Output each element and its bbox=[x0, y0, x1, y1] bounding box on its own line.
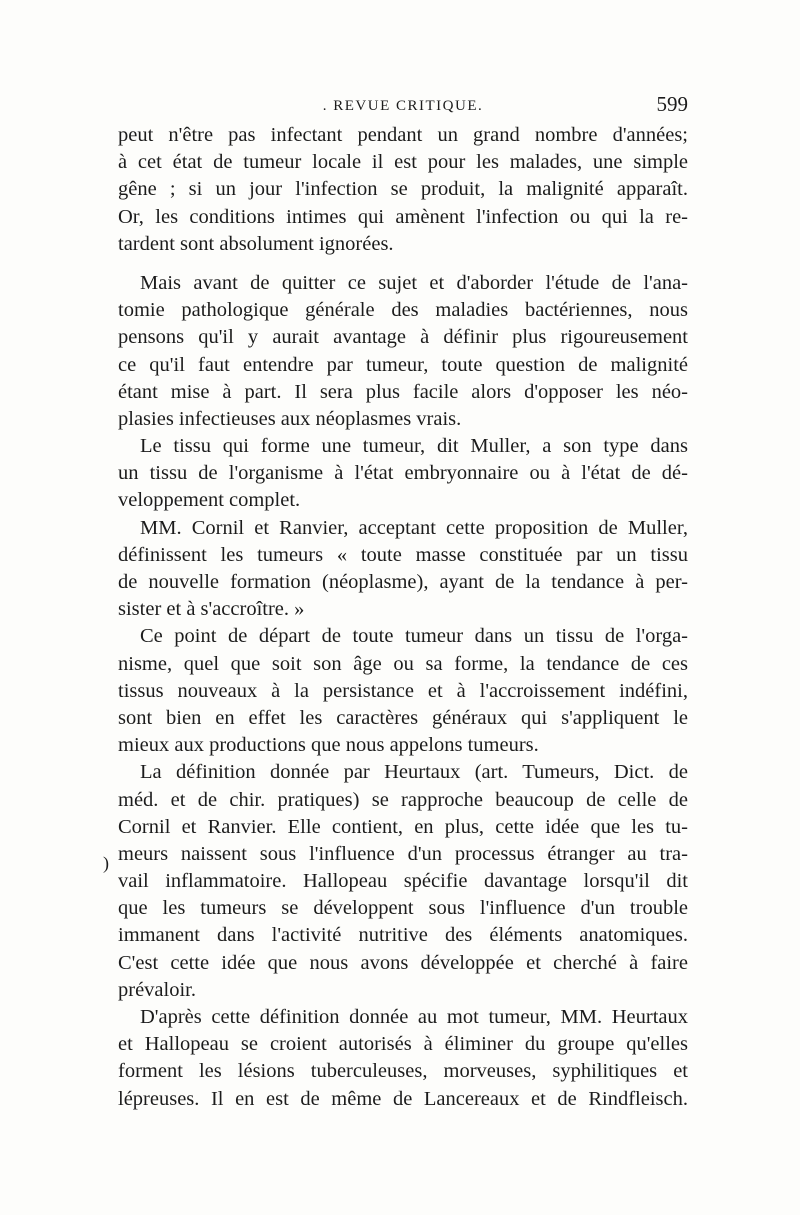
text-line: vail inflammatoire. Hallopeau spécifie davantage lorsqu'il dit bbox=[118, 870, 688, 893]
text-line: Cornil et Ranvier. Elle contient, en plus, cette idée que les tu- bbox=[118, 815, 688, 838]
text-line: tomie pathologique générale des maladies bactériennes, nous bbox=[118, 299, 688, 322]
text-line: à cet état de tumeur locale il est pour les malades, une simple bbox=[118, 151, 688, 174]
text-line: et Hallopeau se croient autorisés à éliminer du groupe qu'elles bbox=[118, 1033, 688, 1056]
text-line: MM. Cornil et Ranvier, acceptant cette proposition de Muller, bbox=[140, 516, 688, 539]
paragraph bbox=[118, 623, 688, 759]
text-body bbox=[118, 122, 688, 1113]
text-line: immanent dans l'activité nutritive des éléments anatomiques. bbox=[118, 924, 688, 947]
text-line: sister et à s'accroître. » bbox=[118, 598, 305, 621]
text-line: étant mise à part. Il sera plus facile alors d'opposer les néo- bbox=[118, 380, 688, 403]
text-line: forment les lésions tuberculeuses, morveuses, syphilitiques et bbox=[118, 1060, 688, 1083]
text-line: nisme, quel que soit son âge ou sa forme, la tendance de ces bbox=[118, 652, 688, 675]
text-line: lépreuses. Il en est de même de Lancereaux et de Rindfleisch. bbox=[118, 1087, 688, 1110]
margin-mark: ) bbox=[103, 853, 109, 873]
text-line: plasies infectieuses aux néoplasmes vrais. bbox=[118, 407, 462, 430]
page-number: 599 bbox=[656, 92, 688, 116]
page-header bbox=[118, 92, 688, 122]
text-line: méd. et de chir. pratiques) se rapproche beaucoup de celle de bbox=[118, 788, 688, 811]
text-line: ce qu'il faut entendre par tumeur, toute question de malignité bbox=[118, 353, 688, 376]
text-line: définissent les tumeurs « toute masse constituée par un tissu bbox=[118, 543, 688, 566]
text-line: Or, les conditions intimes qui amènent l'infection ou qui la re- bbox=[118, 205, 688, 228]
paragraph bbox=[118, 759, 688, 1004]
text-line: tissus nouveaux à la persistance et à l'accroissement indéfini, bbox=[118, 679, 688, 702]
paragraph bbox=[118, 270, 688, 433]
text-line: de nouvelle formation (néoplasme), ayant de la tendance à per- bbox=[118, 571, 688, 593]
paragraph bbox=[118, 515, 688, 624]
text-line: Ce point de départ de toute tumeur dans un tissu de l'orga- bbox=[140, 625, 688, 648]
running-head: . REVUE CRITIQUE. bbox=[322, 98, 484, 114]
text-line: tardent sont absolument ignorées. bbox=[118, 232, 394, 255]
text-line: meurs naissent sous l'influence d'un processus étranger au tra- bbox=[118, 842, 688, 865]
paragraph bbox=[118, 122, 688, 258]
text-line: prévaloir. bbox=[118, 978, 196, 1001]
text-line: gêne ; si un jour l'infection se produit, la malignité apparaît. bbox=[118, 178, 688, 201]
text-line: mieux aux productions que nous appelons tumeurs. bbox=[118, 734, 539, 757]
paragraph bbox=[118, 1004, 688, 1113]
text-line: peut n'être pas infectant pendant un grand nombre d'années; bbox=[118, 124, 688, 146]
paragraph bbox=[118, 433, 688, 515]
text-line: que les tumeurs se développent sous l'influence d'un trouble bbox=[118, 897, 688, 920]
text-line: La définition donnée par Heurtaux (art. Tumeurs, Dict. de bbox=[140, 761, 688, 784]
text-line: C'est cette idée que nous avons développée et cherché à faire bbox=[118, 951, 688, 974]
text-line: D'après cette définition donnée au mot tumeur, MM. Heurtaux bbox=[140, 1006, 688, 1028]
text-line: pensons qu'il y aurait avantage à définir plus rigoureusement bbox=[118, 326, 688, 349]
text-line: sont bien en effet les caractères généraux qui s'appliquent le bbox=[118, 706, 688, 729]
text-line: veloppement complet. bbox=[118, 489, 301, 512]
text-line: un tissu de l'organisme à l'état embryonnaire ou à l'état de dé- bbox=[118, 462, 688, 485]
text-line: Le tissu qui forme une tumeur, dit Muller, a son type dans bbox=[140, 435, 688, 458]
text-line: Mais avant de quitter ce sujet et d'aborder l'étude de l'ana- bbox=[140, 271, 688, 294]
